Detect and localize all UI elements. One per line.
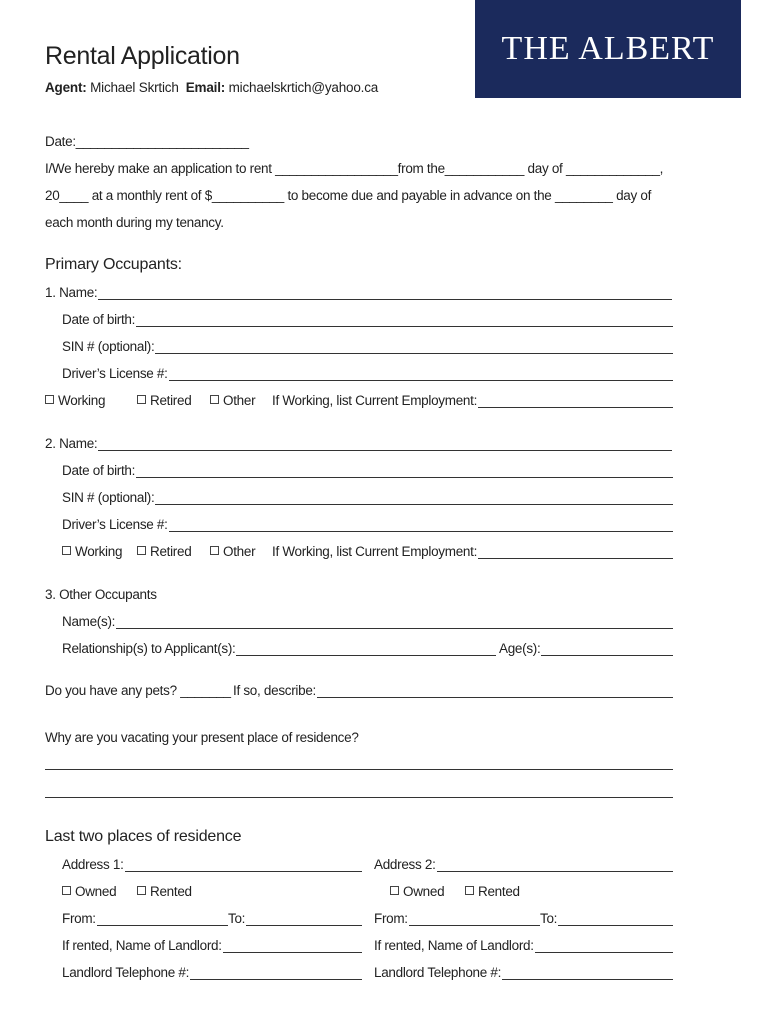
pets-describe-field[interactable]: If so, describe: [233,683,673,698]
occupant-2-license-field[interactable]: Driver’s License #: [62,517,673,532]
residence-2-landlord-field[interactable]: If rented, Name of Landlord: [374,938,673,953]
intro-line-1: I/We hereby make an application to rent _________________from the___________ day of _____________, [45,161,664,176]
residence-1-phone-field[interactable]: Landlord Telephone #: [62,965,362,980]
residence-1-owned-checkbox[interactable]: Owned [62,884,116,899]
occupant-2-working-checkbox[interactable]: Working [62,544,122,559]
relationship-field[interactable]: Relationship(s) to Applicant(s): [62,641,496,656]
occupant-1-dob-field[interactable]: Date of birth: [62,312,673,327]
agent-line [45,80,378,95]
occupant-1-retired-checkbox[interactable]: Retired [137,393,191,408]
occupant-1-working-checkbox[interactable]: Working [45,393,105,408]
residence-2-owned-checkbox[interactable]: Owned [390,884,444,899]
occupant-1-license-field[interactable]: Driver’s License #: [62,366,673,381]
date-field[interactable]: Date:________________________ [45,134,249,149]
ages-field[interactable]: Age(s): [499,641,673,656]
pets-question[interactable]: Do you have any pets? _______ [45,683,231,698]
occupant-2-retired-checkbox[interactable]: Retired [137,544,191,559]
intro-line-2: 20____ at a monthly rent of $__________ to become due and payable in advance on the ________ day of [45,188,652,203]
occupant-1-name-field[interactable]: 1. Name: [45,285,672,300]
page-title: Rental Application [45,42,240,70]
address-2-field[interactable]: Address 2: [374,857,673,872]
primary-occupants-heading: Primary Occupants: [45,256,182,273]
address-1-field[interactable]: Address 1: [62,857,362,872]
occupant-2-dob-field[interactable]: Date of birth: [62,463,673,478]
residence-1-to-field[interactable]: To: [228,911,362,926]
agent-name: Michael Skrtich [90,80,179,95]
residence-2-to-field[interactable]: To: [540,911,673,926]
agent-label: Agent: [45,80,87,95]
occupant-2-other-checkbox[interactable]: Other [210,544,255,559]
brand-logo: THE ALBERT [475,0,741,98]
residence-heading: Last two places of residence [45,828,242,845]
occupant-1-employment-field[interactable]: If Working, list Current Employment: [272,393,673,408]
vacating-answer-line-1[interactable] [45,769,673,770]
other-occupants-heading: 3. Other Occupants [45,587,157,602]
agent-email: michaelskrtich@yahoo.ca [228,80,379,95]
other-occupants-names-field[interactable]: Name(s): [62,614,673,629]
vacating-answer-line-2[interactable] [45,797,673,798]
residence-2-phone-field[interactable]: Landlord Telephone #: [374,965,673,980]
occupant-2-sin-field[interactable]: SIN # (optional): [62,490,673,505]
residence-2-rented-checkbox[interactable]: Rented [465,884,520,899]
residence-1-rented-checkbox[interactable]: Rented [137,884,192,899]
occupant-2-employment-field[interactable]: If Working, list Current Employment: [272,544,673,559]
vacating-question: Why are you vacating your present place of residence? [45,730,359,745]
residence-2-from-field[interactable]: From: [374,911,540,926]
occupant-2-name-field[interactable]: 2. Name: [45,436,672,451]
intro-line-3: each month during my tenancy. [45,215,224,230]
occupant-1-other-checkbox[interactable]: Other [210,393,255,408]
residence-1-from-field[interactable]: From: [62,911,228,926]
residence-1-landlord-field[interactable]: If rented, Name of Landlord: [62,938,362,953]
email-label: Email: [185,80,226,95]
occupant-1-sin-field[interactable]: SIN # (optional): [62,339,673,354]
